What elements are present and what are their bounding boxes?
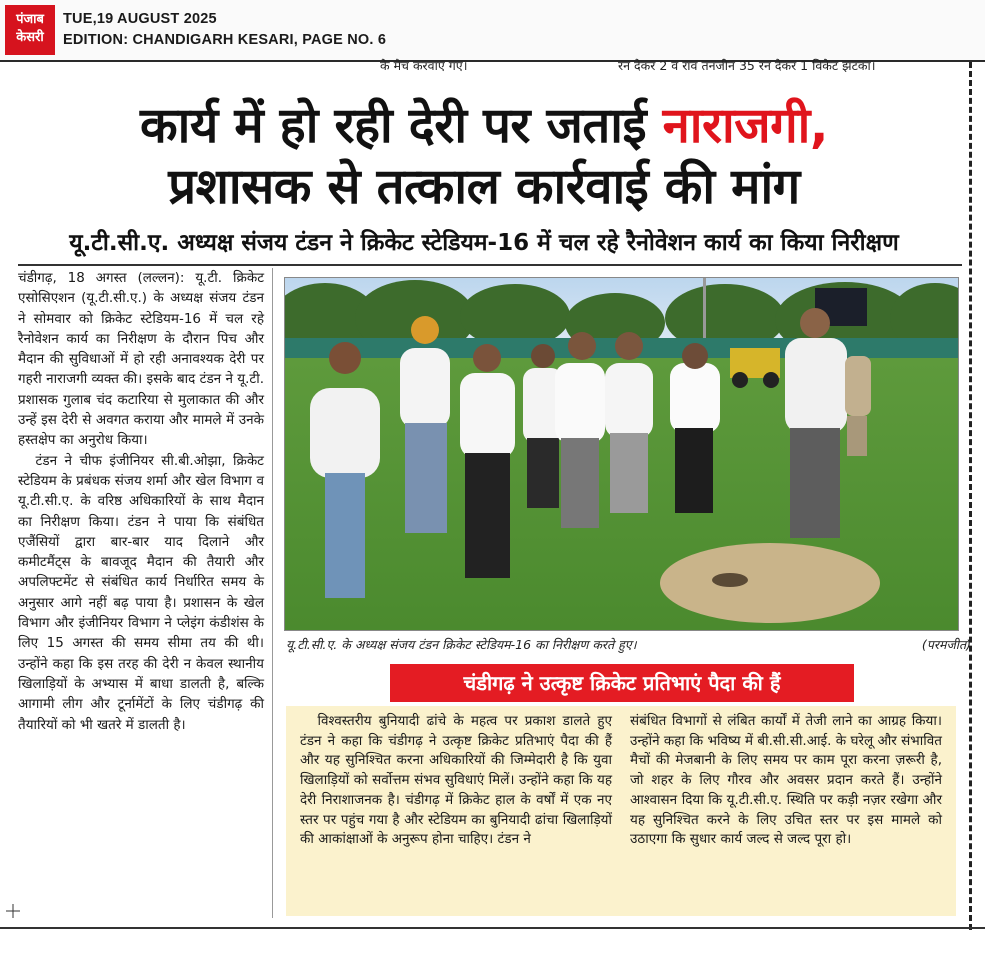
crop-mark-icon <box>6 904 20 918</box>
page-bottom-rule <box>0 927 985 929</box>
subheadline: यू.टी.सी.ए. अध्यक्ष संजय टंडन ने क्रिकेट स्टेडियम-16 में चल रहे रैनोवेशन कार्य का किया निरीक्षण <box>69 230 899 256</box>
article-paragraph-1: चंडीगढ़, 18 अगस्त (लल्लन): यू.टी. क्रिकेट एसोसिएशन (यू.टी.सी.ए.) के अध्यक्ष संजय टंडन ने सोमवार को क्रिकेट स्टेडियम-16 में चल रहे रैनोवेशन कार्य का निरीक्षण के दौरान पिच और मैदान की सुविधाओं में हो रही अनावश्यक देरी पर गहरी नाराजगी व्यक्त की। इसके बाद टंडन ने यू.टी. प्रशासक गुलाब चंद कटारिया से मुलाकात की और उन्हें इस देरी से अवगत कराया और मामले में उनके हस्तक्षेप का अनुरोध किया। <box>18 270 264 449</box>
logo-line2: केसरी <box>16 30 44 45</box>
headline-line2: प्रशासक से तत्काल कार्रवाई की मांग <box>168 158 800 215</box>
previous-story-fragment-right: रन देकर 2 व राव तनजीन 35 रन देकर 1 विकेट झटका। <box>618 58 876 72</box>
left-article-column <box>18 268 264 735</box>
photo-credit: (परमजीत) <box>921 637 971 652</box>
headline-line1-black: कार्य में हो रही देरी पर जताई <box>140 97 647 154</box>
edition-name: EDITION: CHANDIGARH KESARI, PAGE NO. 6 <box>63 32 387 48</box>
edition-date: TUE,19 AUGUST 2025 <box>63 11 217 27</box>
column-divider <box>969 62 972 930</box>
box-column-2 <box>630 712 942 850</box>
punjab-kesari-logo <box>5 5 55 55</box>
box-paragraph-1: विश्वस्तरीय बुनियादी ढांचे के महत्व पर प्रकाश डालते हुए टंडन ने कहा कि चंडीगढ़ ने उत्कृष्ट क्रिकेट प्रतिभाएं पैदा की हैं और यह सुनिश्चित करना अधिकारियों की जिम्मेदारी है कि युवा खिलाड़ियों को सर्वोत्तम संभव सुविधाएं मिलें। उन्होंने कहा कि यह देरी निराशाजनक है। चंडीगढ़ में क्रिकेट हाल के वर्षों में एक नए स्तर पर पहुंच गया है और स्टेडियम का बुनियादी ढांचा खिलाड़ियों की आकांक्षाओं के अनुरूप होना चाहिए। टंडन ने <box>300 713 612 848</box>
headline-line1 <box>14 96 954 156</box>
previous-story-fragment-left: के मैच करवाए गए। <box>380 58 468 72</box>
box-paragraph-2: संबंधित विभागों से लंबित कार्यों में तेजी लाने का आग्रह किया। उन्होंने कहा कि भविष्य में बी.सी.सी.आई. के घरेलू और संभावित मैचों की मेजबानी के लिए समय पर काम पूरा करना ज़रूरी है, जो शहर के लिए गौरव और अवसर प्रदान करते हैं। उन्होंने आश्वासन दिया कि यू.टी.सी.ए. स्थिति पर कड़ी नज़र रखेगा और यह सुनिश्चित करने के लिए उचित स्तर पर इस मामले को उठाएगा कि सुधार कार्य जल्द से जल्द पूरा हो। <box>630 713 942 848</box>
box-heading: चंडीगढ़ ने उत्कृष्ट क्रिकेट प्रतिभाएं पैदा की हैं <box>390 664 854 702</box>
left-column-rule <box>272 268 273 918</box>
inspection-photo <box>284 277 959 631</box>
headline-rule <box>18 264 962 266</box>
logo-line1: पंजाब <box>16 12 44 27</box>
photo-caption: यू.टी.सी.ए. के अध्यक्ष संजय टंडन क्रिकेट स्टेडियम-16 का निरीक्षण करते हुए। <box>286 637 637 652</box>
clipping-header <box>0 0 985 62</box>
stadium-photo-illustration <box>285 278 958 630</box>
article-paragraph-2: टंडन ने चीफ इंजीनियर सी.बी.ओझा, क्रिकेट स्टेडियम के प्रबंधक संजय शर्मा और खेल विभाग व यू.टी.सी.ए. के वरिष्ठ अधिकारियों के साथ मैदान का निरीक्षण किया। टंडन ने पाया कि संबंधित एजैंसियों द्वारा बार-बार याद दिलाने और कमीटमैंट्स के बावजूद मैदान की तैयारी और अपलिफ्टमेंट से संबंधित कार्य निर्धारित समय के अनुसार आगे नहीं बढ़ पाया है। प्रशासन के खेल विभाग और इंजीनियर विभाग ने प्लेइंग कंडीशंस के लिए 15 अगस्त की समय सीमा तय की थी। उन्होंने कहा कि इस तरह की देरी न केवल स्थानीय खिलाड़ियों के अभ्यास में बाधा डालती है, बल्कि आगामी लीग और टूर्नामेंटों के लिए चंडीगढ़ की तैयारियों को भी खतरे में डालती है। <box>18 452 264 733</box>
clipping-info <box>63 9 386 51</box>
box-column-1 <box>300 712 612 850</box>
headline-line1-red: नाराजगी, <box>662 97 828 154</box>
